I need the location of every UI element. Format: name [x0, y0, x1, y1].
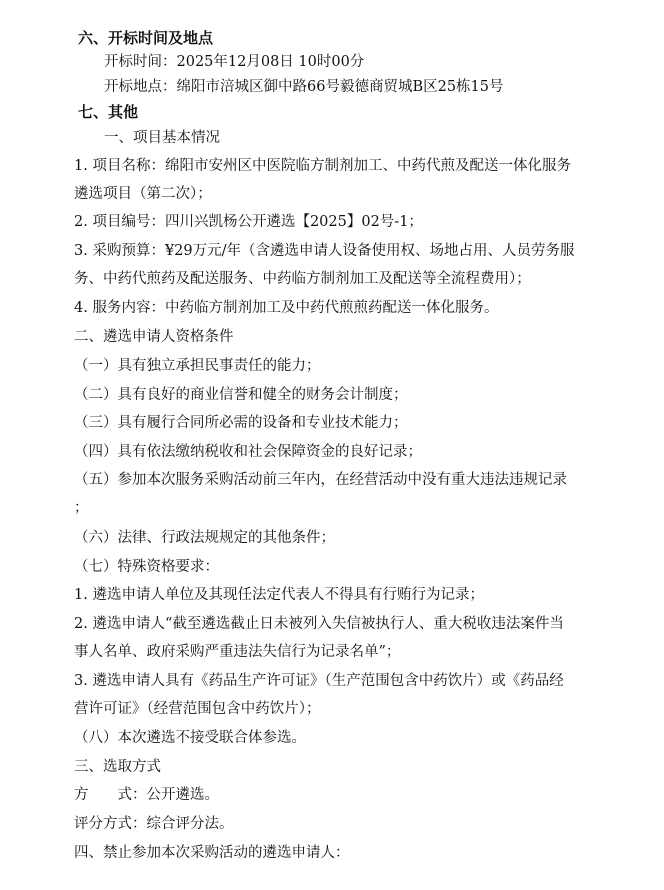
selection-method — [74, 785, 664, 805]
special-requirement-1: 1. 遴选申请人单位及其现任法定代表人不得具有行贿行为记录； — [74, 587, 484, 603]
project-name-line-2: 遴选项目（第二次）； — [74, 186, 212, 202]
qualification-5-line-2: ； — [74, 500, 89, 516]
service-content: 4. 服务内容：中药临方制剂加工及中药代煎煎药配送一体化服务。 — [74, 300, 499, 316]
section-heading-6: 六、开标时间及地点 — [78, 29, 214, 47]
scoring-method-label: 评分方式： — [74, 816, 147, 832]
opening-place: 开标地点：绵阳市涪城区御中路66号毅德商贸城B区25栋15号 — [104, 79, 504, 95]
special-requirement-2-line-1: 2. 遴选申请人“截至遴选截止日未被列入失信被执行人、重大税收违法案件当 — [74, 616, 564, 632]
subsection-heading-1: 一、项目基本情况 — [104, 130, 220, 146]
qualification-1: （一）具有独立承担民事责任的能力； — [74, 358, 321, 374]
subsection-heading-2: 二、遴选申请人资格条件 — [74, 329, 234, 345]
qualification-3: （三）具有履行合同所必需的设备和专业技术能力； — [74, 415, 408, 431]
special-requirement-3-line-1: 3. 遴选申请人具有《药品生产许可证》（生产范围包含中药饮片）或《药品经 — [74, 673, 564, 689]
budget-line-2: 务、中药代煎药及配送服务、中药临方制剂加工及配送等全流程费用）； — [74, 271, 531, 287]
section-heading-7: 七、其他 — [78, 103, 139, 121]
special-requirement-2-line-2: 事人名单、政府采购严重违法失信行为记录名单”； — [74, 644, 401, 660]
scoring-method-value: 综合评分法。 — [146, 816, 234, 832]
project-name-line-1: 1. 项目名称：绵阳市安州区中医院临方制剂加工、中药代煎及配送一体化服务 — [74, 158, 571, 174]
scoring-method — [74, 814, 664, 834]
project-number: 2. 项目编号：四川兴凯杨公开遴选【2025】02号-1； — [74, 214, 423, 230]
qualification-7: （七）特殊资格要求： — [74, 559, 219, 575]
budget-line-1: 3. 采购预算：¥29万元/年（含遴选申请人设备使用权、场地占用、人员劳务服 — [74, 243, 575, 259]
selection-method-label: 方 式： — [74, 787, 147, 803]
subsection-heading-3: 三、选取方式 — [74, 759, 161, 775]
opening-time: 开标时间：2025年12月08日 10时00分 — [104, 54, 365, 70]
qualification-5-line-1: （五）参加本次服务采购活动前三年内，在经营活动中没有重大违法违规记录 — [74, 472, 567, 488]
subsection-heading-4: 四、禁止参加本次采购活动的遴选申请人： — [74, 845, 350, 861]
selection-method-value: 公开遴选。 — [146, 787, 219, 803]
qualification-6: （六）法律、行政法规规定的其他条件； — [74, 530, 335, 546]
qualification-2: （二）具有良好的商业信誉和健全的财务会计制度； — [74, 387, 408, 403]
special-requirement-3-line-2: 营许可证》（经营范围包含中药饮片）； — [74, 701, 321, 717]
qualification-4: （四）具有依法缴纳税收和社会保障资金的良好记录； — [74, 444, 422, 460]
qualification-8: （八）本次遴选不接受联合体参选。 — [74, 730, 306, 746]
